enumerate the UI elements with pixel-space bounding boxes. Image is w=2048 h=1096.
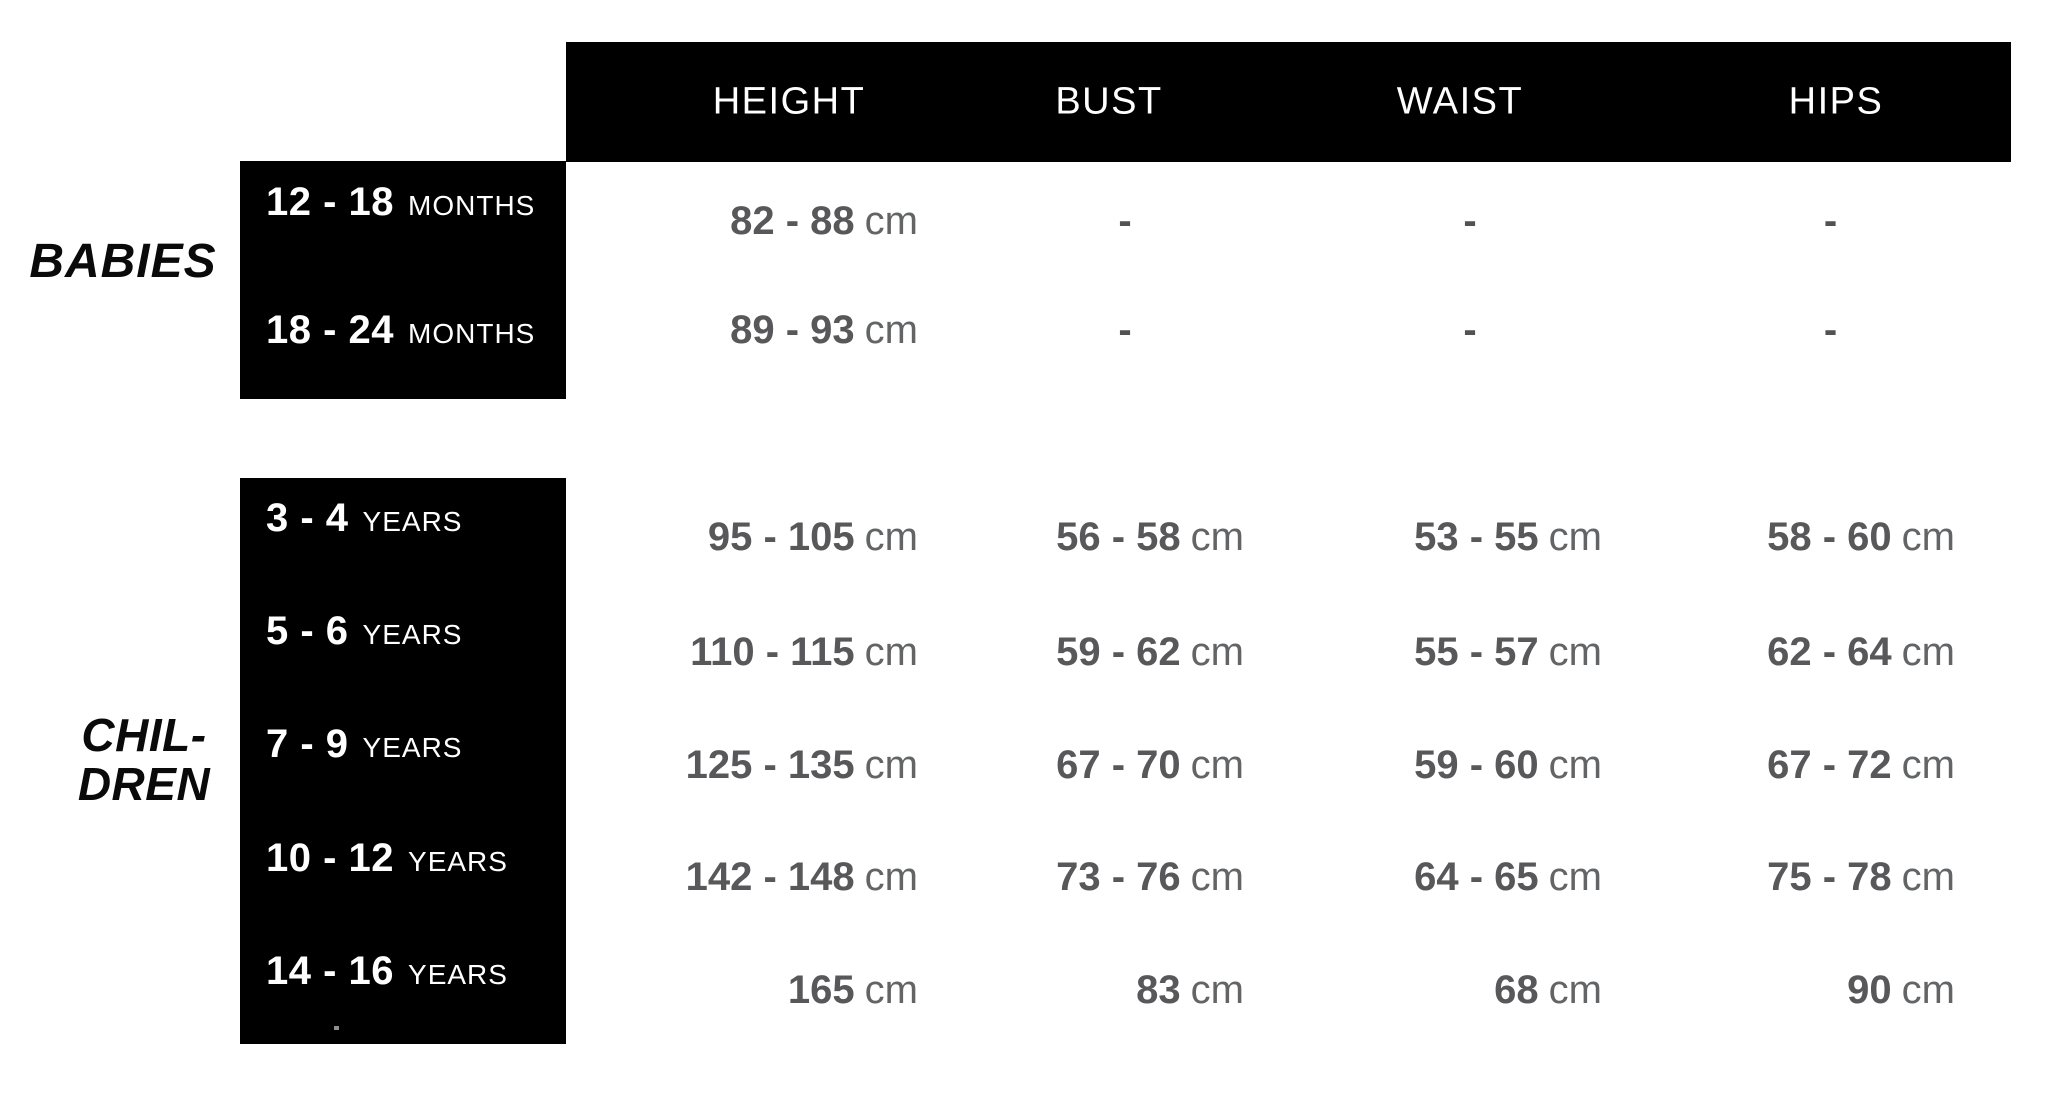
hips-cell xyxy=(1650,963,2011,1017)
table-row xyxy=(566,194,2011,248)
height-cell xyxy=(566,963,960,1017)
hips-unit: cm xyxy=(1901,855,1955,899)
hips-cell xyxy=(1650,510,2011,564)
age-range: 12 - 18 xyxy=(266,180,395,224)
age-range: 7 - 9 xyxy=(266,722,349,766)
age-label xyxy=(266,491,462,545)
hips-value: 62 - 64 xyxy=(1767,630,1892,674)
hips-unit: cm xyxy=(1901,630,1955,674)
table-row xyxy=(566,303,2011,357)
age-range: 5 - 6 xyxy=(266,609,349,653)
table-row xyxy=(566,963,2011,1017)
age-unit: YEARS xyxy=(362,506,463,537)
bust-value: 56 - 58 xyxy=(1056,515,1181,559)
hips-unit: cm xyxy=(1901,515,1955,559)
bust-unit: cm xyxy=(1190,630,1244,674)
bust-cell xyxy=(960,303,1290,357)
hips-cell xyxy=(1650,850,2011,904)
age-range: 3 - 4 xyxy=(266,496,349,540)
height-value: 142 - 148 xyxy=(685,855,855,899)
hips-value: 58 - 60 xyxy=(1767,515,1892,559)
column-header-height: HEIGHT xyxy=(712,80,866,123)
waist-cell xyxy=(1290,625,1650,679)
hips-cell xyxy=(1650,194,2011,248)
bust-cell xyxy=(960,738,1290,792)
age-range: 14 - 16 xyxy=(266,949,395,993)
height-value: 125 - 135 xyxy=(685,743,855,787)
waist-value: 64 - 65 xyxy=(1414,855,1539,899)
age-unit: YEARS xyxy=(408,846,508,877)
waist-unit: cm xyxy=(1548,630,1602,674)
age-label xyxy=(266,604,462,658)
bust-unit: cm xyxy=(1190,855,1244,899)
age-unit: YEARS xyxy=(362,732,463,763)
hips-cell xyxy=(1650,303,2011,357)
age-range: 18 - 24 xyxy=(266,308,395,352)
children-group-label-line1: CHIL- xyxy=(81,709,207,761)
waist-unit: cm xyxy=(1548,855,1602,899)
hips-value: - xyxy=(1823,199,1838,243)
bust-cell xyxy=(960,510,1290,564)
table-row xyxy=(566,850,2011,904)
height-cell xyxy=(566,625,960,679)
height-unit: cm xyxy=(864,515,918,559)
age-unit: MONTHS xyxy=(408,190,536,221)
height-cell xyxy=(566,738,960,792)
age-label xyxy=(266,717,462,771)
table-row xyxy=(566,625,2011,679)
height-cell xyxy=(566,194,960,248)
table-row xyxy=(566,510,2011,564)
hips-value: 67 - 72 xyxy=(1767,743,1892,787)
children-age-box xyxy=(240,478,566,1044)
waist-cell xyxy=(1290,850,1650,904)
bust-unit: cm xyxy=(1190,968,1244,1012)
height-cell xyxy=(566,850,960,904)
bust-value: 83 xyxy=(1136,968,1181,1012)
bust-cell xyxy=(960,963,1290,1017)
waist-cell xyxy=(1290,303,1650,357)
height-unit: cm xyxy=(864,630,918,674)
stray-dot xyxy=(334,1026,339,1030)
children-group-label xyxy=(50,711,238,809)
waist-value: 59 - 60 xyxy=(1414,743,1539,787)
bust-value: - xyxy=(1118,308,1132,352)
column-header-hips: HIPS xyxy=(1788,80,1884,123)
header-bar xyxy=(566,42,2011,162)
waist-unit: cm xyxy=(1548,515,1602,559)
age-label xyxy=(266,175,535,229)
age-label xyxy=(266,831,508,885)
waist-cell xyxy=(1290,738,1650,792)
bust-cell xyxy=(960,625,1290,679)
age-label xyxy=(266,944,508,998)
hips-value: 90 xyxy=(1847,968,1892,1012)
height-unit: cm xyxy=(864,968,918,1012)
height-unit: cm xyxy=(864,855,918,899)
bust-cell xyxy=(960,850,1290,904)
height-unit: cm xyxy=(864,743,918,787)
waist-cell xyxy=(1290,194,1650,248)
waist-value: - xyxy=(1463,199,1477,243)
bust-value: - xyxy=(1118,199,1132,243)
height-value: 165 xyxy=(787,968,855,1012)
waist-value: 55 - 57 xyxy=(1414,630,1539,674)
hips-unit: cm xyxy=(1901,743,1955,787)
age-unit: MONTHS xyxy=(408,318,536,349)
column-header-waist: WAIST xyxy=(1396,80,1524,123)
height-cell xyxy=(566,510,960,564)
bust-value: 73 - 76 xyxy=(1056,855,1181,899)
waist-cell xyxy=(1290,963,1650,1017)
waist-value: 53 - 55 xyxy=(1414,515,1539,559)
column-header-bust: BUST xyxy=(1055,80,1163,123)
waist-value: 68 xyxy=(1494,968,1539,1012)
babies-group-label: BABIES xyxy=(29,235,217,288)
height-cell xyxy=(566,303,960,357)
hips-value: 75 - 78 xyxy=(1767,855,1892,899)
babies-age-box xyxy=(240,161,566,399)
age-range: 10 - 12 xyxy=(266,836,395,880)
waist-cell xyxy=(1290,510,1650,564)
height-unit: cm xyxy=(864,199,918,243)
bust-unit: cm xyxy=(1190,515,1244,559)
height-value: 110 - 115 xyxy=(690,630,855,674)
age-unit: YEARS xyxy=(362,619,463,650)
height-value: 89 - 93 xyxy=(730,308,855,352)
bust-value: 67 - 70 xyxy=(1056,743,1181,787)
age-label xyxy=(266,303,535,357)
children-group-label-line2: DREN xyxy=(77,758,211,810)
bust-unit: cm xyxy=(1190,743,1244,787)
bust-cell xyxy=(960,194,1290,248)
height-value: 82 - 88 xyxy=(730,199,855,243)
hips-cell xyxy=(1650,625,2011,679)
waist-unit: cm xyxy=(1548,968,1602,1012)
hips-unit: cm xyxy=(1901,968,1955,1012)
waist-unit: cm xyxy=(1548,743,1602,787)
height-unit: cm xyxy=(864,308,918,352)
height-value: 95 - 105 xyxy=(707,515,855,559)
waist-value: - xyxy=(1463,308,1477,352)
table-row xyxy=(566,738,2011,792)
hips-value: - xyxy=(1823,308,1838,352)
bust-value: 59 - 62 xyxy=(1056,630,1181,674)
hips-cell xyxy=(1650,738,2011,792)
age-unit: YEARS xyxy=(408,959,508,990)
